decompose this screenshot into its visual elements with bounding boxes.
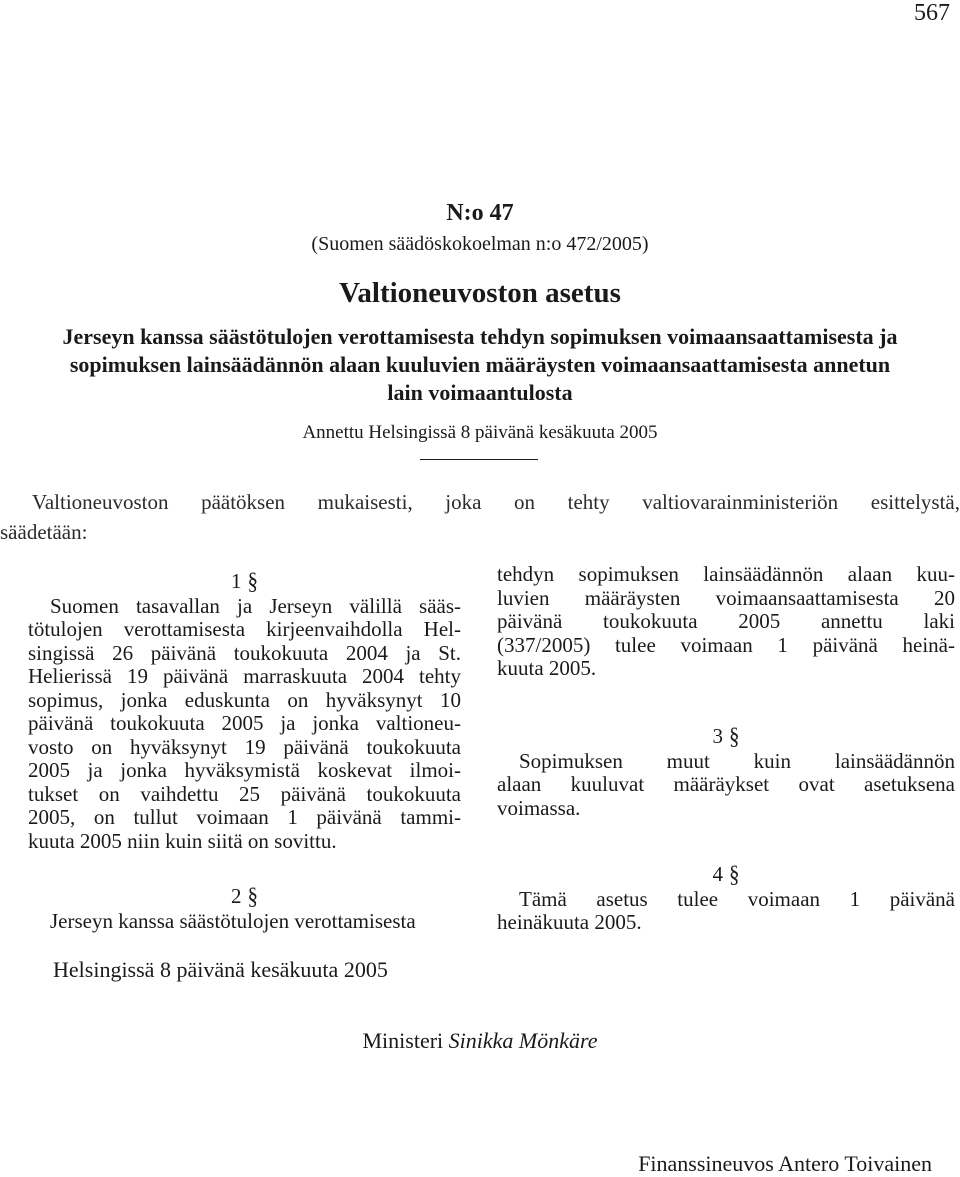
section-heading [28, 567, 461, 595]
text-line: kuuta 2005 niin kuin siitä on sovittu. [28, 828, 337, 853]
preamble [0, 487, 960, 547]
text-line: 2005, on tullut voimaan 1 päivänä tammi- [28, 805, 461, 829]
text-line: kuuta 2005. [497, 656, 597, 680]
section-symbol: § [247, 567, 258, 595]
title-line: sopimuksen lainsäädännön alaan kuuluvien määräysten voimaansaattamisesta annetun [69, 352, 891, 377]
text-line: tehdyn sopimuksen lainsäädännön alaan kuu- [497, 562, 955, 586]
minister-signature [0, 1028, 960, 1054]
section-heading [497, 860, 955, 888]
text-line: Sopimuksen muut kuin lainsäädännön [519, 748, 955, 773]
document-type-heading: Valtioneuvoston asetus [339, 277, 621, 309]
signature-place-date: Helsingissä 8 päivänä kesäkuuta 2005 [53, 957, 388, 982]
section-2-continued [497, 563, 955, 681]
section-2 [28, 882, 461, 933]
section-number: 3 [712, 724, 723, 748]
text-line: heinäkuuta 2005. [497, 910, 642, 934]
section-3 [497, 722, 955, 820]
text-line: tötulojen verottamisesta kirjeenvaihdolla Hel- [28, 617, 461, 641]
document-title [0, 323, 960, 407]
text-line: 2005 ja jonka hyväksymistä koskevat ilmoi- [28, 758, 461, 782]
issued-date: Annettu Helsingissä 8 päivänä kesäkuuta 2005 [302, 422, 658, 443]
text-line: sopimus, jonka eduskunta on hyväksynyt 10 [28, 687, 461, 712]
official-signature: Finanssineuvos Antero Toivainen [638, 1151, 932, 1176]
text-line: voimassa. [497, 795, 581, 820]
section-heading [28, 882, 461, 910]
preamble-line: Valtioneuvoston päätöksen mukaisesti, joka on tehty valtiovarainministeriön esittelystä, [32, 490, 960, 514]
text-line: vosto on hyväksynyt 19 päivänä toukokuuta [28, 734, 461, 759]
text-line: Jerseyn kanssa säästötulojen verottamisesta [50, 908, 416, 933]
text-line: tukset on vaihdettu 25 päivänä toukokuuta [28, 781, 461, 806]
text-line: päivänä toukokuuta 2005 annettu laki [497, 609, 955, 633]
preamble-line: säädetään: [0, 520, 88, 544]
divider-rule [420, 459, 538, 460]
minister-title: Ministeri [362, 1028, 444, 1053]
text-line: Tämä asetus tulee voimaan 1 päivänä [519, 886, 955, 911]
section-4 [497, 860, 955, 935]
text-line: Suomen tasavallan ja Jerseyn välillä sääs- [50, 593, 461, 618]
text-line: Helierissä 19 päivänä marraskuuta 2004 tehty [28, 664, 461, 688]
section-number: 2 [231, 884, 242, 908]
text-line: (337/2005) tulee voimaan 1 päivänä heinä- [497, 632, 955, 657]
text-line: päivänä toukokuuta 2005 ja jonka valtioneu- [28, 711, 461, 735]
text-line: alaan kuuluvat määräykset ovat asetuksena [497, 772, 955, 796]
title-line: Jerseyn kanssa säästötulojen verottamisesta tehdyn sopimuksen voimaansaattamisesta ja [62, 324, 898, 349]
section-number: 1 [231, 569, 242, 593]
section-heading [497, 722, 955, 750]
page-number: 567 [914, 0, 950, 26]
section-symbol: § [247, 882, 258, 910]
section-symbol: § [729, 860, 740, 888]
collection-reference: (Suomen säädöskokoelman n:o 472/2005) [311, 233, 649, 255]
section-1 [28, 567, 461, 853]
statute-number: N:o 47 [446, 200, 514, 226]
section-symbol: § [729, 722, 740, 750]
text-line: luvien määräysten voimaansaattamisesta 20 [497, 585, 955, 610]
section-number: 4 [712, 862, 723, 886]
title-line: lain voimaantulosta [387, 380, 573, 405]
text-line: singissä 26 päivänä toukokuuta 2004 ja St. [28, 640, 461, 665]
minister-name: Sinikka Mönkäre [448, 1028, 598, 1053]
